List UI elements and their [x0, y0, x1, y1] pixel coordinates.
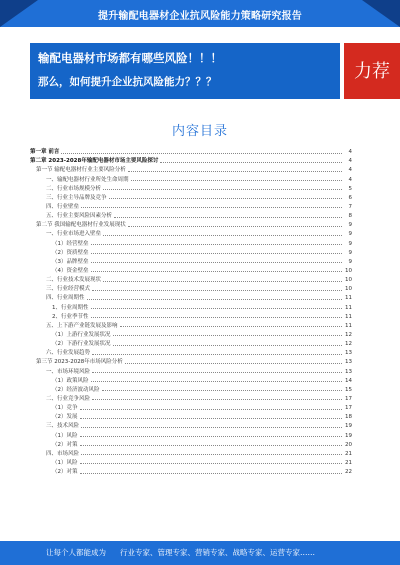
toc-page-number: 7	[348, 203, 352, 210]
toc-heading: 内容目录	[171, 124, 228, 139]
toc-entry-title: （1）风险	[52, 432, 78, 439]
toc-entry-title: （2）下游行业发展状况	[52, 341, 111, 348]
toc-entry-title: 四、行业周期性	[46, 295, 85, 302]
toc-entry[interactable]	[30, 283, 352, 292]
toc-entry[interactable]	[30, 429, 352, 438]
toc-entry-title: 1、行业周期性	[52, 304, 89, 311]
toc-leader-dots	[80, 473, 343, 474]
toc-entry-title: （1）竞争	[52, 405, 78, 412]
toc-entry[interactable]	[30, 219, 352, 228]
toc-leader-dots	[91, 308, 343, 309]
toc-entry-title: 一、输配电器材行业所处生命周期	[46, 176, 129, 183]
toc-entry[interactable]	[30, 466, 352, 475]
toc-page-number: 4	[348, 167, 352, 174]
toc-leader-dots	[102, 390, 343, 391]
toc-page-number: 11	[345, 322, 352, 329]
toc-page-number: 22	[345, 469, 352, 476]
toc-leader-dots	[160, 162, 342, 163]
toc-leader-dots	[80, 409, 343, 410]
toc-entry[interactable]	[30, 347, 352, 356]
toc-page-number: 15	[345, 386, 352, 393]
toc-leader-dots	[113, 335, 342, 336]
toc-page-number: 13	[345, 368, 352, 375]
toc-leader-dots	[61, 153, 342, 154]
toc-page-number: 11	[345, 295, 352, 302]
toc-entry-title: 第二章 2023-2028年输配电器材市场主要风险探讨	[30, 158, 159, 165]
toc-page-number: 4	[348, 176, 352, 183]
toc-leader-dots	[91, 317, 343, 318]
toc-leader-dots	[91, 244, 343, 245]
toc-leader-dots	[81, 427, 342, 428]
toc-entry[interactable]	[30, 292, 352, 301]
toc-entry-title: 第三节 2023-2028年市场风险分析	[36, 359, 123, 366]
toc-page-number: 19	[345, 423, 352, 430]
toc-page-number: 18	[345, 414, 352, 421]
toc-entry[interactable]	[30, 237, 352, 246]
toc-entry-title: 2、行业季节性	[52, 313, 89, 320]
toc-entry-title: （2）经济波动风险	[52, 386, 100, 393]
toc-page-number: 12	[345, 331, 352, 338]
toc-entry-title: 三、技术风险	[46, 423, 80, 430]
toc-entry-title: 二、行业技术发展现状	[46, 277, 102, 284]
toc-page-number: 5	[348, 185, 352, 192]
toc-entry[interactable]	[30, 256, 352, 265]
toc-leader-dots	[92, 399, 342, 400]
toc-entry-title: （1）上游行业发展状况	[52, 331, 111, 338]
toc-page-number: 21	[345, 450, 352, 457]
toc-entry[interactable]	[30, 173, 352, 182]
toc-entry[interactable]	[30, 457, 352, 466]
toc-entry[interactable]	[30, 155, 352, 164]
banner-subline: 那么，如何提升企业抗风险能力？？？	[38, 76, 217, 88]
toc-entry[interactable]	[30, 183, 352, 192]
toc-page-number: 10	[345, 277, 352, 284]
toc-entry-title: 二、行业市场规模分析	[46, 185, 102, 192]
badge-label: 力荐	[354, 61, 390, 82]
toc-entry[interactable]	[30, 210, 352, 219]
toc-page-number: 8	[348, 213, 352, 220]
toc-leader-dots	[91, 271, 343, 272]
toc-leader-dots	[103, 189, 342, 190]
toc-entry-title: （4）资金壁垒	[52, 267, 89, 274]
toc-leader-dots	[80, 436, 343, 437]
toc-leader-dots	[113, 345, 342, 346]
toc-entry-title: 二、行业竞争风险	[46, 395, 91, 402]
toc-entry[interactable]	[30, 311, 352, 320]
toc-leader-dots	[91, 262, 343, 263]
toc-page-number: 6	[348, 194, 352, 201]
toc-entry-title: 三、行业主导品牌及竞争	[46, 194, 107, 201]
toc-leader-dots	[92, 372, 342, 373]
toc-page-number: 9	[348, 240, 352, 247]
recommend-badge	[344, 43, 400, 99]
toc-entry[interactable]	[30, 329, 352, 338]
toc-leader-dots	[114, 217, 342, 218]
toc-page-number: 4	[348, 149, 352, 156]
toc-leader-dots	[80, 463, 343, 464]
toc-leader-dots	[103, 281, 342, 282]
toc-entry[interactable]	[30, 356, 352, 365]
toc-entry-title: 五、上下游产业链发展及影响	[46, 322, 118, 329]
toc-entry-title: 第一章 前言	[30, 149, 60, 156]
toc-entry[interactable]	[30, 301, 352, 310]
toc-entry[interactable]	[30, 192, 352, 201]
toc-entry-title: 五、行业主要风险因素分析	[46, 213, 113, 220]
toc-leader-dots	[92, 354, 342, 355]
toc-page-number: 10	[345, 286, 352, 293]
toc-entry[interactable]	[30, 411, 352, 420]
toc-page-number: 10	[345, 267, 352, 274]
toc-entry[interactable]	[30, 164, 352, 173]
toc-entry[interactable]	[30, 384, 352, 393]
toc-page-number: 9	[348, 249, 352, 256]
table-of-contents	[30, 146, 352, 475]
toc-entry-title: （1）风险	[52, 459, 78, 466]
toc-page-number: 11	[345, 304, 352, 311]
toc-entry[interactable]	[30, 228, 352, 237]
toc-entry-title: 四、市场风险	[46, 450, 80, 457]
toc-page-number: 21	[345, 459, 352, 466]
toc-entry-title: （1）政策风险	[52, 377, 89, 384]
toc-entry[interactable]	[30, 338, 352, 347]
risk-banner	[30, 43, 340, 99]
toc-entry[interactable]	[30, 265, 352, 274]
toc-leader-dots	[92, 290, 342, 291]
toc-page-number: 17	[345, 395, 352, 402]
toc-entry-title: （2）对策	[52, 441, 78, 448]
toc-entry-title: 第一节 输配电器材行业主要风险分析	[36, 167, 126, 174]
toc-entry[interactable]	[30, 393, 352, 402]
toc-page-number: 13	[345, 359, 352, 366]
toc-page-number: 17	[345, 405, 352, 412]
toc-entry-title: 一、行业市场进入壁垒	[46, 231, 102, 238]
toc-leader-dots	[103, 235, 342, 236]
report-title: 提升输配电器材企业抗风险能力策略研究报告	[98, 11, 302, 22]
toc-entry[interactable]	[30, 420, 352, 429]
toc-entry-title: （2）对策	[52, 469, 78, 476]
toc-leader-dots	[128, 171, 342, 172]
toc-entry[interactable]	[30, 365, 352, 374]
toc-leader-dots	[91, 253, 343, 254]
toc-leader-dots	[80, 445, 343, 446]
toc-leader-dots	[87, 299, 342, 300]
toc-entry[interactable]	[30, 201, 352, 210]
toc-leader-dots	[81, 207, 342, 208]
toc-page-number: 12	[345, 341, 352, 348]
toc-entry[interactable]	[30, 247, 352, 256]
toc-entry-title: 第二节 我国输配电器材行业发展现状	[36, 222, 126, 229]
toc-entry[interactable]	[30, 146, 352, 155]
footer-bar	[0, 541, 400, 565]
toc-entry-title: （1）经营壁垒	[52, 240, 89, 247]
toc-leader-dots	[128, 226, 342, 227]
toc-entry[interactable]	[30, 439, 352, 448]
toc-page-number: 9	[348, 222, 352, 229]
toc-entry-title: （3）品牌壁垒	[52, 258, 89, 265]
toc-page-number: 19	[345, 432, 352, 439]
toc-leader-dots	[131, 180, 342, 181]
toc-entry-title: 一、市场环境风险	[46, 368, 91, 375]
toc-entry-title: （2）发展	[52, 414, 78, 421]
toc-entry-title: 六、行业发展趋势	[46, 350, 91, 357]
toc-leader-dots	[80, 418, 343, 419]
toc-leader-dots	[125, 363, 342, 364]
toc-page-number: 4	[348, 158, 352, 165]
footer-slogan: 让每个人都能成为	[46, 548, 106, 557]
toc-entry-title: （2）资质壁垒	[52, 249, 89, 256]
toc-entry[interactable]	[30, 375, 352, 384]
toc-entry[interactable]	[30, 274, 352, 283]
toc-page-number: 20	[345, 441, 352, 448]
toc-leader-dots	[81, 454, 342, 455]
banner-headline: 输配电器材市场都有哪些风险！！！	[38, 51, 222, 65]
toc-page-number: 11	[345, 313, 352, 320]
toc-page-number: 9	[348, 258, 352, 265]
toc-leader-dots	[91, 381, 343, 382]
toc-entry[interactable]	[30, 448, 352, 457]
toc-entry[interactable]	[30, 402, 352, 411]
toc-page-number: 13	[345, 350, 352, 357]
toc-entry-title: 三、行业经营模式	[46, 286, 91, 293]
toc-page-number: 9	[348, 231, 352, 238]
toc-entry[interactable]	[30, 320, 352, 329]
footer-roles: 行业专家、管理专家、营销专家、战略专家、运营专家……	[120, 548, 315, 557]
toc-entry-title: 四、行业壁垒	[46, 203, 80, 210]
toc-leader-dots	[120, 326, 342, 327]
toc-page-number: 14	[345, 377, 352, 384]
header-bar	[0, 0, 400, 27]
toc-leader-dots	[109, 198, 342, 199]
